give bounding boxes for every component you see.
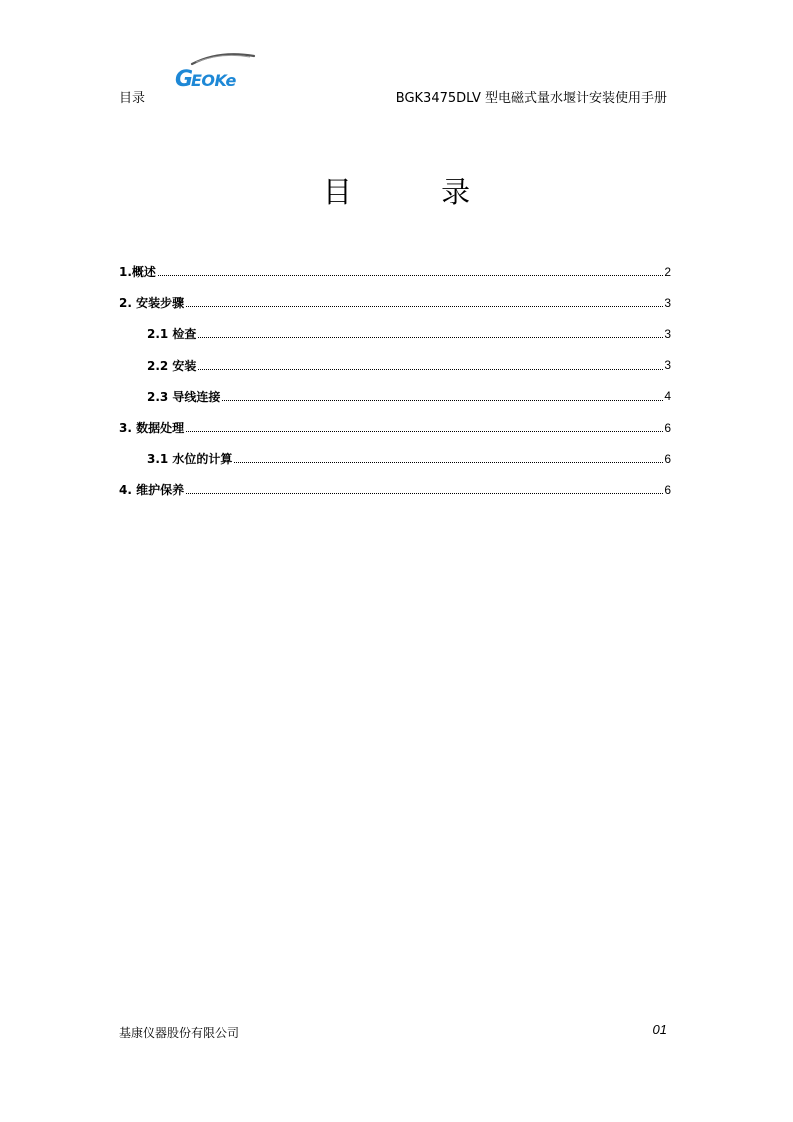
toc-entry-label: 4. 维护保养 (119, 483, 185, 498)
toc-entry-label: 2.3 导线连接 (147, 389, 221, 404)
toc-entry-page: 2 (664, 264, 671, 279)
toc-entry-page: 6 (664, 482, 671, 497)
svg-text:EOKe: EOKe (191, 71, 236, 90)
toc-entry-page: 4 (664, 389, 671, 404)
toc-entry-label: 2. 安装步骤 (119, 296, 185, 311)
header-divider (119, 107, 667, 108)
toc-entry-label: 2.2 安装 (147, 358, 197, 373)
toc-leader-dots (186, 431, 663, 432)
footer-page-number: 01 (652, 1022, 667, 1037)
toc-leader-dots (198, 337, 663, 338)
header-manual-title: BGK3475DLV 型电磁式量水堰计安装使用手册 (395, 91, 667, 106)
toc-entry-page: 6 (664, 451, 671, 466)
toc-leader-dots (186, 306, 663, 307)
toc-entry-inspection[interactable] (119, 318, 671, 349)
toc-leader-dots (198, 369, 663, 370)
toc-entry-page: 3 (664, 295, 671, 310)
toc-entry-installation-steps[interactable] (119, 287, 671, 318)
table-of-contents (119, 256, 671, 506)
geokon-logo (174, 52, 256, 90)
toc-leader-dots (234, 462, 663, 463)
toc-entry-maintenance[interactable] (119, 474, 671, 505)
toc-leader-dots (186, 493, 663, 494)
toc-entry-install[interactable] (119, 350, 671, 381)
toc-entry-label: 2.1 检查 (147, 327, 197, 342)
toc-entry-water-level-calc[interactable] (119, 443, 671, 474)
page-title: 目 录 (322, 175, 511, 209)
toc-entry-label: 3.1 水位的计算 (147, 452, 233, 467)
toc-leader-dots (158, 275, 663, 276)
toc-entry-page: 3 (664, 326, 671, 341)
toc-leader-dots (222, 400, 663, 401)
toc-entry-page: 3 (664, 358, 671, 373)
toc-entry-wiring[interactable] (119, 381, 671, 412)
svg-text:G: G (175, 67, 193, 90)
footer-company-name: 基康仪器股份有限公司 (119, 1026, 240, 1040)
toc-entry-data-processing[interactable] (119, 412, 671, 443)
toc-entry-overview[interactable] (119, 256, 671, 287)
toc-entry-label: 1.概述 (119, 265, 156, 280)
header-section-label: 目录 (119, 91, 146, 106)
toc-entry-label: 3. 数据处理 (119, 421, 185, 436)
toc-entry-page: 6 (664, 420, 671, 435)
